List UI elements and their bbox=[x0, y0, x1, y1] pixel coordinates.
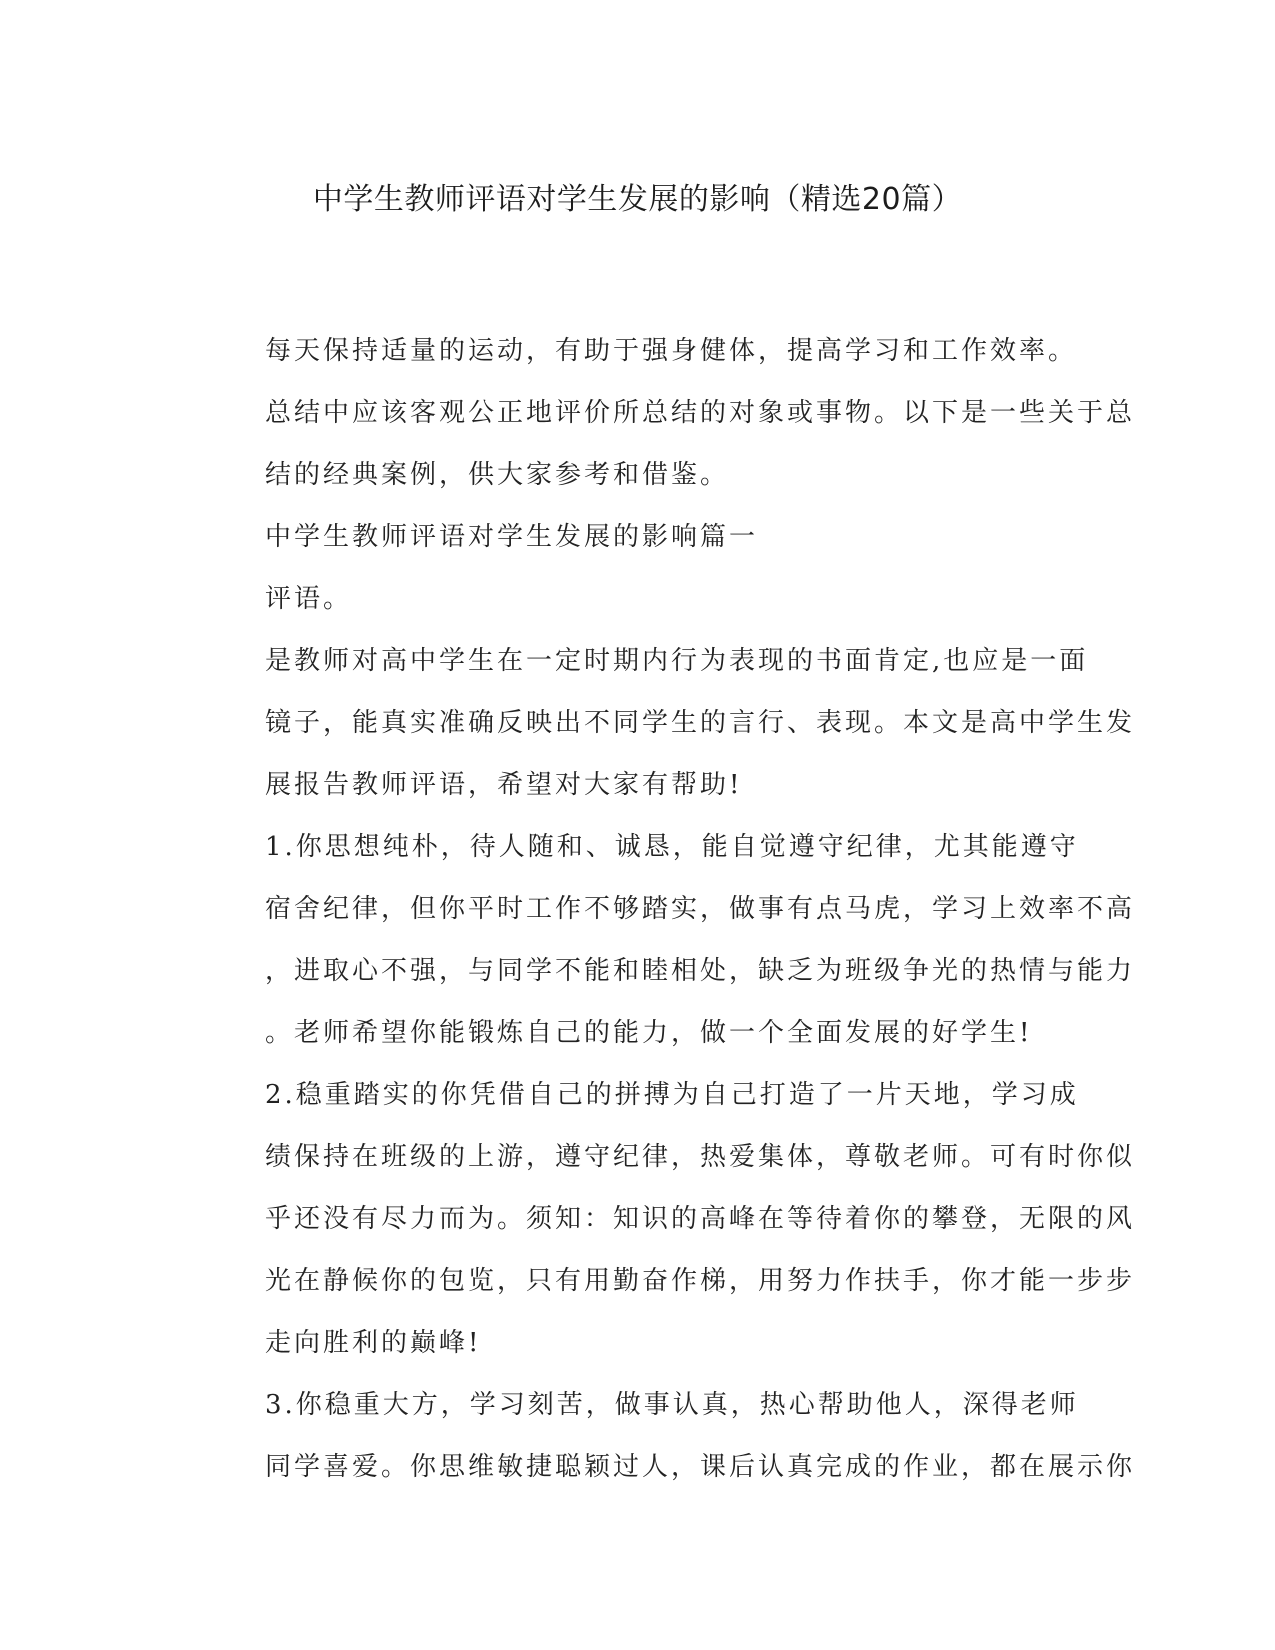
intro-paragraph bbox=[190, 320, 1136, 506]
paragraph-line: 是教师对高中学生在一定时期内行为表现的书面肯定,也应是一面 bbox=[265, 646, 1089, 676]
document-body bbox=[190, 320, 1136, 1498]
document-title: 中学生教师评语对学生发展的影响（精选20篇） bbox=[312, 182, 963, 217]
comment-item-2 bbox=[190, 1064, 1136, 1374]
paragraph-line: 宿舍纪律，但你平时工作不够踏实，做事有点马虎，学习上效率不高 bbox=[265, 894, 1136, 924]
section-heading bbox=[190, 506, 1070, 568]
paragraph-line: 走向胜利的巅峰! bbox=[265, 1328, 482, 1358]
paragraph-line: 绩保持在班级的上游，遵守纪律，热爱集体，尊敬老师。可有时你似 bbox=[265, 1142, 1136, 1172]
paragraph-line: 2.稳重踏实的你凭借自己的拼搏为自己打造了一片天地，学习成 bbox=[265, 1080, 1079, 1110]
paragraph-line: 总结中应该客观公正地评价所总结的对象或事物。以下是一些关于总 bbox=[265, 398, 1136, 428]
paragraph-line: 1.你思想纯朴，待人随和、诚恳，能自觉遵守纪律，尤其能遵守 bbox=[265, 832, 1079, 862]
paragraph-line: 光在静候你的包览，只有用勤奋作梯，用努力作扶手，你才能一步步 bbox=[265, 1266, 1136, 1296]
comment-item-3 bbox=[190, 1374, 1136, 1498]
paragraph-line: 3.你稳重大方，学习刻苦，做事认真，热心帮助他人，深得老师 bbox=[265, 1390, 1079, 1420]
paragraph-line: 。老师希望你能锻炼自己的能力，做一个全面发展的好学生! bbox=[265, 1018, 1033, 1048]
paragraph-line: 每天保持适量的运动，有助于强身健体，提高学习和工作效率。 bbox=[265, 336, 1078, 366]
paragraph-line: 乎还没有尽力而为。须知：知识的高峰在等待着你的攀登，无限的风 bbox=[265, 1204, 1136, 1234]
comment-label-paragraph bbox=[190, 568, 1070, 630]
paragraph-line: ，进取心不强，与同学不能和睦相处，缺乏为班级争光的热情与能力 bbox=[265, 956, 1136, 986]
comment-item-1 bbox=[190, 816, 1136, 1064]
definition-paragraph bbox=[190, 630, 1136, 816]
paragraph-line: 展报告教师评语，希望对大家有帮助! bbox=[265, 770, 743, 800]
paragraph-line: 镜子，能真实准确反映出不同学生的言行、表现。本文是高中学生发 bbox=[265, 708, 1136, 738]
comment-label: 评语。 bbox=[265, 584, 353, 614]
paragraph-line: 结的经典案例，供大家参考和借鉴。 bbox=[265, 460, 730, 490]
section-heading-text: 中学生教师评语对学生发展的影响篇一 bbox=[265, 522, 759, 552]
paragraph-line: 同学喜爱。你思维敏捷聪颖过人，课后认真完成的作业，都在展示你 bbox=[265, 1452, 1136, 1482]
